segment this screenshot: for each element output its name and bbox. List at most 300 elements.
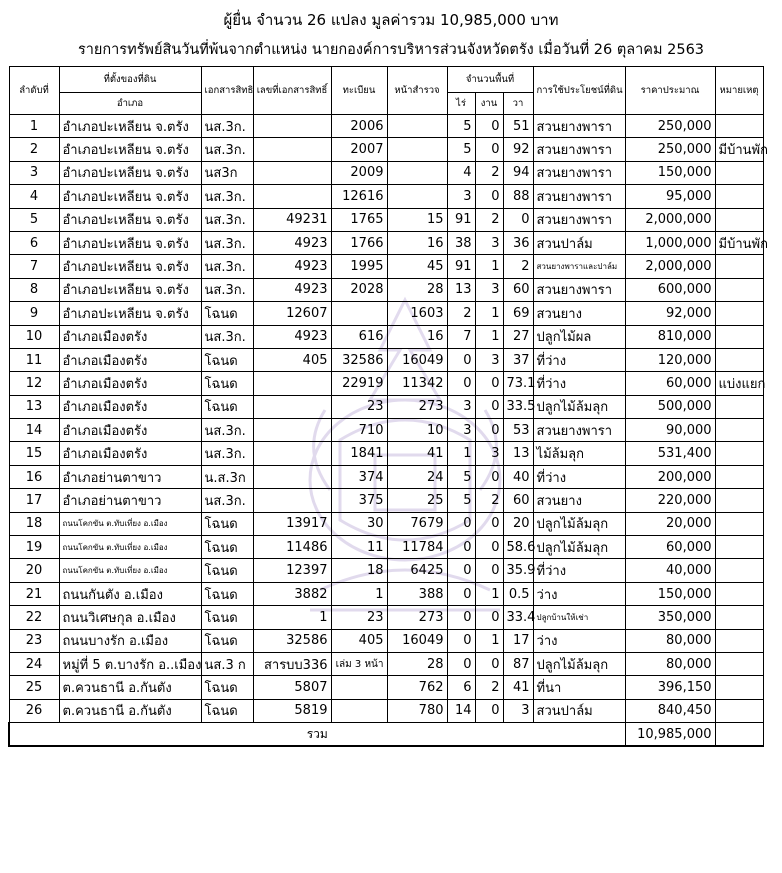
table-row xyxy=(9,536,763,559)
table-row xyxy=(9,465,763,488)
row-rai: 0 xyxy=(447,652,475,675)
row-rai: 0 xyxy=(447,582,475,605)
table-row xyxy=(9,582,763,605)
row-survey: 28 xyxy=(387,278,447,301)
row-usage: สวนยาง xyxy=(533,489,625,512)
row-location: อำเภอปะเหลียน จ.ตรัง xyxy=(59,185,201,208)
row-doc-type: นส3ก xyxy=(201,161,253,184)
row-location: อำเภอเมืองตรัง xyxy=(59,442,201,465)
row-price: 80,000 xyxy=(625,652,715,675)
row-wa: 33.4 xyxy=(503,606,533,629)
row-note xyxy=(715,325,763,348)
row-registry: 2006 xyxy=(331,115,387,138)
row-survey: 16049 xyxy=(387,629,447,652)
row-ngan: 0 xyxy=(475,699,503,722)
row-doc-no xyxy=(253,395,331,418)
row-wa: 27 xyxy=(503,325,533,348)
row-price: 350,000 xyxy=(625,606,715,629)
row-registry: 374 xyxy=(331,465,387,488)
row-usage: ปลูกไม้ล้มลุก xyxy=(533,512,625,535)
row-doc-no xyxy=(253,185,331,208)
row-ngan: 1 xyxy=(475,302,503,325)
row-usage: ปลูกไม้ล้มลุก xyxy=(533,652,625,675)
row-rai: 0 xyxy=(447,348,475,371)
row-registry: 616 xyxy=(331,325,387,348)
col-rai: ไร่ xyxy=(447,93,475,115)
row-registry: 12616 xyxy=(331,185,387,208)
table-row xyxy=(9,278,763,301)
row-registry: 23 xyxy=(331,606,387,629)
table-row xyxy=(9,255,763,278)
row-order: 7 xyxy=(9,255,59,278)
row-wa: 69 xyxy=(503,302,533,325)
row-location: อำเภอปะเหลียน จ.ตรัง xyxy=(59,278,201,301)
row-order: 21 xyxy=(9,582,59,605)
row-doc-no xyxy=(253,138,331,161)
row-note xyxy=(715,208,763,231)
row-usage: สวนยางพารา xyxy=(533,208,625,231)
row-ngan: 3 xyxy=(475,442,503,465)
row-wa: 73.1 xyxy=(503,372,533,395)
row-order: 18 xyxy=(9,512,59,535)
col-registry: ทะเบียน xyxy=(331,67,387,115)
row-survey: 780 xyxy=(387,699,447,722)
row-rai: 1 xyxy=(447,442,475,465)
row-order: 11 xyxy=(9,348,59,371)
row-location: ถนนบางรัก อ.เมือง xyxy=(59,629,201,652)
row-order: 16 xyxy=(9,465,59,488)
row-wa: 37 xyxy=(503,348,533,371)
row-doc-no xyxy=(253,161,331,184)
row-wa: 36 xyxy=(503,231,533,254)
row-note xyxy=(715,559,763,582)
row-doc-type: โฉนด xyxy=(201,536,253,559)
row-wa: 51 xyxy=(503,115,533,138)
row-note xyxy=(715,348,763,371)
row-registry: 1841 xyxy=(331,442,387,465)
row-registry: 2009 xyxy=(331,161,387,184)
row-location: อำเภอเมืองตรัง xyxy=(59,348,201,371)
row-ngan: 3 xyxy=(475,278,503,301)
row-order: 15 xyxy=(9,442,59,465)
table-row xyxy=(9,115,763,138)
row-survey: 24 xyxy=(387,465,447,488)
row-registry: 710 xyxy=(331,419,387,442)
row-doc-type: นส.3ก. xyxy=(201,419,253,442)
row-location: หมู่ที่ 5 ต.บางรัก อ..เมือง xyxy=(59,652,201,675)
row-doc-no: 32586 xyxy=(253,629,331,652)
row-usage: สวนยางพารา xyxy=(533,185,625,208)
row-registry: 2028 xyxy=(331,278,387,301)
row-registry: 1995 xyxy=(331,255,387,278)
row-location: อำเภอปะเหลียน จ.ตรัง xyxy=(59,255,201,278)
row-price: 40,000 xyxy=(625,559,715,582)
row-rai: 5 xyxy=(447,489,475,512)
row-doc-type: โฉนด xyxy=(201,699,253,722)
row-wa: 0 xyxy=(503,208,533,231)
row-wa: 53 xyxy=(503,419,533,442)
row-survey: 1603 xyxy=(387,302,447,325)
table-row xyxy=(9,185,763,208)
row-wa: 94 xyxy=(503,161,533,184)
row-order: 9 xyxy=(9,302,59,325)
row-order: 14 xyxy=(9,419,59,442)
row-note: มีบ้านพัก xyxy=(715,138,763,161)
row-note: มีบ้านพัก xyxy=(715,231,763,254)
row-rai: 7 xyxy=(447,325,475,348)
row-survey: 7679 xyxy=(387,512,447,535)
row-price: 80,000 xyxy=(625,629,715,652)
row-usage: ปลูกไม้ล้มลุก xyxy=(533,536,625,559)
row-wa: 58.6 xyxy=(503,536,533,559)
row-doc-type: นส.3ก. xyxy=(201,489,253,512)
row-doc-type: โฉนด xyxy=(201,676,253,699)
row-registry xyxy=(331,302,387,325)
row-survey: 388 xyxy=(387,582,447,605)
row-ngan: 1 xyxy=(475,255,503,278)
row-doc-type: โฉนด xyxy=(201,348,253,371)
row-registry: 1766 xyxy=(331,231,387,254)
row-rai: 0 xyxy=(447,372,475,395)
col-price: ราคาประมาณ xyxy=(625,67,715,115)
row-price: 531,400 xyxy=(625,442,715,465)
total-note xyxy=(715,723,763,747)
row-survey: 273 xyxy=(387,395,447,418)
row-rai: 91 xyxy=(447,255,475,278)
row-ngan: 2 xyxy=(475,161,503,184)
row-wa: 40 xyxy=(503,465,533,488)
row-doc-type: นส.3ก. xyxy=(201,325,253,348)
col-order: ลำดับที่ xyxy=(9,67,59,115)
row-ngan: 0 xyxy=(475,419,503,442)
row-registry: 1 xyxy=(331,582,387,605)
row-location: อำเภอเมืองตรัง xyxy=(59,419,201,442)
row-doc-no: 4923 xyxy=(253,278,331,301)
row-location: อำเภอย่านตาขาว xyxy=(59,489,201,512)
row-order: 26 xyxy=(9,699,59,722)
row-price: 1,000,000 xyxy=(625,231,715,254)
row-order: 25 xyxy=(9,676,59,699)
col-ngan: งาน xyxy=(475,93,503,115)
row-doc-type: โฉนด xyxy=(201,302,253,325)
row-order: 6 xyxy=(9,231,59,254)
row-note: แบ่งแยก xyxy=(715,372,763,395)
row-location: ถนนโคกขัน ต.ทับเที่ยง อ.เมือง xyxy=(59,559,201,582)
col-doc-type: เอกสารสิทธิ xyxy=(201,67,253,115)
row-location: อำเภอปะเหลียน จ.ตรัง xyxy=(59,115,201,138)
row-ngan: 0 xyxy=(475,465,503,488)
row-wa: 13 xyxy=(503,442,533,465)
row-ngan: 3 xyxy=(475,348,503,371)
row-price: 840,450 xyxy=(625,699,715,722)
row-price: 396,150 xyxy=(625,676,715,699)
row-survey xyxy=(387,185,447,208)
row-note xyxy=(715,512,763,535)
row-note xyxy=(715,676,763,699)
row-doc-type: โฉนด xyxy=(201,395,253,418)
row-rai: 0 xyxy=(447,512,475,535)
row-rai: 3 xyxy=(447,185,475,208)
row-survey xyxy=(387,161,447,184)
row-wa: 17 xyxy=(503,629,533,652)
row-order: 23 xyxy=(9,629,59,652)
col-area: จำนวนพื้นที่ xyxy=(447,67,533,93)
row-survey xyxy=(387,138,447,161)
row-ngan: 1 xyxy=(475,629,503,652)
row-usage: สวนยางพารา xyxy=(533,419,625,442)
row-location: อำเภอปะเหลียน จ.ตรัง xyxy=(59,138,201,161)
table-row xyxy=(9,231,763,254)
row-doc-no: สารบบ336 xyxy=(253,652,331,675)
table-row xyxy=(9,489,763,512)
row-note xyxy=(715,419,763,442)
row-doc-type: โฉนด xyxy=(201,629,253,652)
row-rai: 14 xyxy=(447,699,475,722)
row-ngan: 2 xyxy=(475,676,503,699)
row-note xyxy=(715,582,763,605)
col-survey: หน้าสำรวจ xyxy=(387,67,447,115)
row-location: ต.ควนธานี อ.กันตัง xyxy=(59,699,201,722)
row-registry: 32586 xyxy=(331,348,387,371)
row-doc-type: นส.3ก. xyxy=(201,255,253,278)
row-doc-no: 12607 xyxy=(253,302,331,325)
row-ngan: 1 xyxy=(475,325,503,348)
row-wa: 35.9 xyxy=(503,559,533,582)
row-wa: 33.5 xyxy=(503,395,533,418)
row-note xyxy=(715,115,763,138)
header-summary: ผู้ยื่น จำนวน 26 แปลง มูลค่ารวม 10,985,000 บาท xyxy=(223,11,559,29)
row-doc-no: 49231 xyxy=(253,208,331,231)
row-doc-no: 4923 xyxy=(253,231,331,254)
row-usage: ที่ว่าง xyxy=(533,559,625,582)
row-registry: 30 xyxy=(331,512,387,535)
row-location: อำเภอปะเหลียน จ.ตรัง xyxy=(59,302,201,325)
row-ngan: 0 xyxy=(475,606,503,629)
row-doc-type: นส.3 ก xyxy=(201,652,253,675)
row-doc-no: 4923 xyxy=(253,255,331,278)
row-price: 500,000 xyxy=(625,395,715,418)
row-order: 20 xyxy=(9,559,59,582)
row-rai: 4 xyxy=(447,161,475,184)
row-registry: 18 xyxy=(331,559,387,582)
table-row xyxy=(9,302,763,325)
row-doc-no: 3882 xyxy=(253,582,331,605)
row-usage: ว่าง xyxy=(533,582,625,605)
row-survey: 16049 xyxy=(387,348,447,371)
col-wa: วา xyxy=(503,93,533,115)
row-order: 13 xyxy=(9,395,59,418)
row-wa: 41 xyxy=(503,676,533,699)
row-usage: ไม้ล้มลุก xyxy=(533,442,625,465)
row-note xyxy=(715,489,763,512)
col-note: หมายเหตุ xyxy=(715,67,763,115)
row-doc-no: 13917 xyxy=(253,512,331,535)
row-rai: 38 xyxy=(447,231,475,254)
table-row xyxy=(9,512,763,535)
row-ngan: 0 xyxy=(475,512,503,535)
row-survey: 11784 xyxy=(387,536,447,559)
row-doc-type: นส.3ก. xyxy=(201,442,253,465)
row-usage: ปลูกบ้านให้เช่า xyxy=(533,606,625,629)
table-row xyxy=(9,629,763,652)
asset-table xyxy=(8,66,768,747)
row-price: 2,000,000 xyxy=(625,208,715,231)
row-survey xyxy=(387,115,447,138)
row-doc-type: นส.3ก. xyxy=(201,185,253,208)
row-order: 1 xyxy=(9,115,59,138)
row-survey: 41 xyxy=(387,442,447,465)
row-order: 5 xyxy=(9,208,59,231)
table-row xyxy=(9,395,763,418)
row-doc-type: นส.3ก. xyxy=(201,138,253,161)
row-price: 60,000 xyxy=(625,536,715,559)
row-price: 120,000 xyxy=(625,348,715,371)
row-location: อำเภอปะเหลียน จ.ตรัง xyxy=(59,208,201,231)
row-note xyxy=(715,302,763,325)
row-location: ถนนโคกขัน ต.ทับเที่ยง อ.เมือง xyxy=(59,536,201,559)
row-doc-type: โฉนด xyxy=(201,372,253,395)
table-row xyxy=(9,676,763,699)
table-row xyxy=(9,138,763,161)
row-wa: 0.5 xyxy=(503,582,533,605)
row-doc-type: โฉนด xyxy=(201,559,253,582)
row-order: 24 xyxy=(9,652,59,675)
total-value: 10,985,000 xyxy=(625,723,715,747)
row-location: อำเภอย่านตาขาว xyxy=(59,465,201,488)
row-note xyxy=(715,699,763,722)
table-row xyxy=(9,442,763,465)
row-usage: สวนยางพารา xyxy=(533,115,625,138)
row-order: 12 xyxy=(9,372,59,395)
col-usage: การใช้ประโยชน์ที่ดิน xyxy=(533,67,625,115)
row-usage: สวนยางพารา xyxy=(533,161,625,184)
row-rai: 0 xyxy=(447,629,475,652)
row-price: 150,000 xyxy=(625,582,715,605)
row-registry: 405 xyxy=(331,629,387,652)
row-doc-no: 5819 xyxy=(253,699,331,722)
table-row xyxy=(9,372,763,395)
row-survey: 16 xyxy=(387,231,447,254)
row-usage: ว่าง xyxy=(533,629,625,652)
row-survey: 15 xyxy=(387,208,447,231)
table-row xyxy=(9,652,763,675)
row-survey: 10 xyxy=(387,419,447,442)
row-usage: ที่นา xyxy=(533,676,625,699)
table-row xyxy=(9,699,763,722)
row-price: 600,000 xyxy=(625,278,715,301)
table-body xyxy=(9,115,768,723)
row-note xyxy=(715,395,763,418)
row-doc-no xyxy=(253,442,331,465)
row-doc-type: นส.3ก. xyxy=(201,231,253,254)
row-location: ถนนโคกขัน ต.ทับเที่ยง อ.เมือง xyxy=(59,512,201,535)
row-rai: 6 xyxy=(447,676,475,699)
row-rai: 2 xyxy=(447,302,475,325)
row-order: 19 xyxy=(9,536,59,559)
row-doc-type: โฉนด xyxy=(201,582,253,605)
row-registry: 1765 xyxy=(331,208,387,231)
row-usage: สวนยางพารา xyxy=(533,138,625,161)
row-doc-type: นส.3ก. xyxy=(201,208,253,231)
row-usage: ที่ว่าง xyxy=(533,372,625,395)
row-rai: 5 xyxy=(447,115,475,138)
row-doc-no: 5807 xyxy=(253,676,331,699)
row-usage: ที่ว่าง xyxy=(533,465,625,488)
row-location: อำเภอปะเหลียน จ.ตรัง xyxy=(59,231,201,254)
row-ngan: 3 xyxy=(475,231,503,254)
row-survey: 25 xyxy=(387,489,447,512)
row-note xyxy=(715,255,763,278)
row-doc-no: 12397 xyxy=(253,559,331,582)
row-doc-no: 405 xyxy=(253,348,331,371)
row-doc-no xyxy=(253,115,331,138)
row-doc-no: 1 xyxy=(253,606,331,629)
row-survey: 28 xyxy=(387,652,447,675)
row-registry: 2007 xyxy=(331,138,387,161)
row-doc-no xyxy=(253,465,331,488)
row-ngan: 0 xyxy=(475,559,503,582)
row-survey: 273 xyxy=(387,606,447,629)
row-ngan: 0 xyxy=(475,652,503,675)
row-location: อำเภอปะเหลียน จ.ตรัง xyxy=(59,161,201,184)
row-usage: สวนยางพาราและปาล์ม xyxy=(533,255,625,278)
row-ngan: 0 xyxy=(475,372,503,395)
header-title: รายการทรัพย์สินวันที่พ้นจากตำแหน่ง นายกองค์การบริหารส่วนจังหวัดตรัง เมื่อวันที่ 26 ตุลาคม 2563 xyxy=(77,42,705,58)
row-price: 250,000 xyxy=(625,138,715,161)
row-survey: 6425 xyxy=(387,559,447,582)
row-price: 220,000 xyxy=(625,489,715,512)
col-doc-no: เลขที่เอกสารสิทธิ์ xyxy=(253,67,331,115)
row-wa: 88 xyxy=(503,185,533,208)
row-doc-no xyxy=(253,419,331,442)
row-order: 3 xyxy=(9,161,59,184)
row-note xyxy=(715,161,763,184)
row-survey: 16 xyxy=(387,325,447,348)
total-label: รวม xyxy=(9,723,625,747)
row-registry: 11 xyxy=(331,536,387,559)
row-note xyxy=(715,278,763,301)
row-wa: 2 xyxy=(503,255,533,278)
row-doc-type: โฉนด xyxy=(201,606,253,629)
row-doc-type: โฉนด xyxy=(201,512,253,535)
row-wa: 87 xyxy=(503,652,533,675)
row-price: 810,000 xyxy=(625,325,715,348)
row-wa: 60 xyxy=(503,489,533,512)
row-doc-type: นส.3ก. xyxy=(201,278,253,301)
table-row xyxy=(9,419,763,442)
row-ngan: 0 xyxy=(475,138,503,161)
row-doc-no: 4923 xyxy=(253,325,331,348)
row-note xyxy=(715,652,763,675)
row-ngan: 0 xyxy=(475,115,503,138)
row-ngan: 2 xyxy=(475,489,503,512)
row-location: ถนนกันตัง อ.เมือง xyxy=(59,582,201,605)
row-price: 20,000 xyxy=(625,512,715,535)
row-price: 250,000 xyxy=(625,115,715,138)
row-doc-type: น.ส.3ก xyxy=(201,465,253,488)
row-registry: 375 xyxy=(331,489,387,512)
row-usage: สวนยางพารา xyxy=(533,278,625,301)
row-note xyxy=(715,629,763,652)
row-order: 10 xyxy=(9,325,59,348)
row-ngan: 0 xyxy=(475,395,503,418)
row-location: อำเภอเมืองตรัง xyxy=(59,395,201,418)
row-doc-no: 11486 xyxy=(253,536,331,559)
table-row xyxy=(9,606,763,629)
row-location: อำเภอเมืองตรัง xyxy=(59,372,201,395)
table-row xyxy=(9,208,763,231)
row-location: ถนนวิเศษกุล อ.เมือง xyxy=(59,606,201,629)
